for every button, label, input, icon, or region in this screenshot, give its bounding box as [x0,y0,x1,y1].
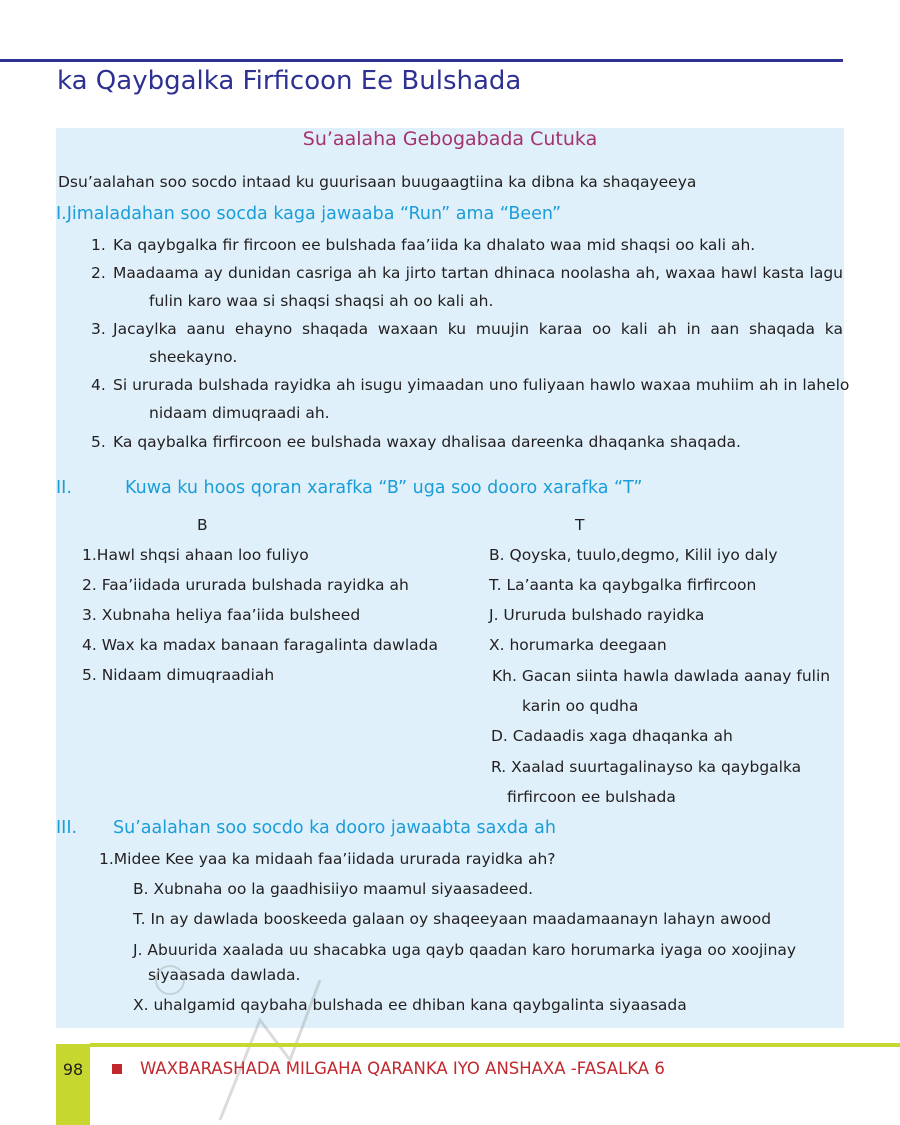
top-rule [0,59,843,62]
mc-question: 1.Midee Kee yaa ka midaah faa’iidada ururada rayidka ah? [99,850,556,868]
match-t-item-cont: karin oo qudha [522,697,639,715]
item-text: Si ururada bulshada rayidka ah isugu yimaadan uno fuliyaan hawlo waxaa muhiim ah in lahelo [113,376,850,394]
mc-option: B. Xubnaha oo la gaadhisiiyo maamul siyaasadeed. [133,880,534,898]
match-t-item-cont: firfircoon ee bulshada [507,788,676,806]
page-title: ka Qaybgalka Firficoon Ee Bulshada [57,66,522,96]
item-text-cont: fulin karo waa si shaqsi shaqsi ah oo kali ah. [149,292,494,310]
section2-heading: Kuwa ku hoos qoran xarafka “B” uga soo dooro xarafka “T” [125,478,643,498]
item-number: 1. [91,236,106,254]
match-t-item: X. horumarka deegaan [489,636,667,654]
item-text-cont: nidaam dimuqraadi ah. [149,404,330,422]
review-questions-box [56,128,850,1028]
mc-option-cont: siyaasada dawlada. [148,966,301,984]
column-b-header: B [197,516,208,534]
item-number: 3. [91,320,106,338]
section2-roman: II. [56,478,72,498]
match-t-item: J. Ururuda bulshado rayidka [489,606,705,624]
intro-text: Dsu’aalahan soo socdo intaad ku guurisaan buugaagtiina ka dibna ka shaqayeeya [58,173,697,191]
list-item [91,263,843,311]
match-t-item: D. Cadaadis xaga dhaqanka ah [491,727,733,745]
match-b-item: 3. Xubnaha heliya faa’iida bulsheed [82,606,361,624]
column-t-header: T [575,516,585,534]
section3-roman: III. [56,818,78,838]
box-title: Su’aalaha Gebogabada Cutuka [302,128,598,150]
section3-heading: Su’aalahan soo socdo ka dooro jawaabta saxda ah [113,818,556,838]
match-t-item: T. La’aanta ka qaybgalka firfircoon [489,576,757,594]
list-item [91,235,755,255]
match-t-item: B. Qoyska, tuulo,degmo, Kilil iyo daly [489,546,778,564]
item-number: 5. [91,433,106,451]
match-b-item: 5. Nidaam dimuqraadiah [82,666,275,684]
item-number: 2. [91,264,106,282]
item-text: Ka qaybgalka fir fircoon ee bulshada faa’iida ka dhalato waa mid shaqsi oo kali ah. [113,236,756,254]
footer-rule [90,1043,900,1047]
item-text: Jacaylka aanu ehayno shaqada waxaan ku muujin karaa oo kali ah in aan shaqada ka [113,320,843,338]
list-item [91,432,741,452]
list-item [91,319,843,367]
item-text-cont: sheekayno. [149,348,238,366]
page-number: 98 [62,1060,84,1079]
match-t-item: Kh. Gacan siinta hawla dawlada aanay fulin [492,667,831,685]
footer-side-bar [56,1044,90,1125]
match-t-item: R. Xaalad suurtagalinayso ka qaybgalka [491,758,802,776]
list-item [91,375,850,423]
mc-option: T. In ay dawlada booskeeda galaan oy shaqeeyaan maadamaanayn lahayn awood [133,910,772,928]
match-b-item: 4. Wax ka madax banaan faragalinta dawlada [82,636,438,654]
item-number: 4. [91,376,106,394]
mc-option: J. Abuurida xaalada uu shacabka uga qayb qaadan karo horumarka iyaga oo xoojinay [133,941,797,959]
match-b-item: 1.Hawl shqsi ahaan loo fuliyo [82,546,309,564]
match-b-item: 2. Faa’iidada ururada bulshada rayidka ah [82,576,409,594]
item-text: Maadaama ay dunidan casriga ah ka jirto tartan dhinaca noolasha ah, waxaa hawl kasta lagu [113,264,843,282]
item-text: Ka qaybalka firfircoon ee bulshada waxay dhalisaa dareenka dhaqanka shaqada. [113,433,741,451]
footer-text: WAXBARASHADA MILGAHA QARANKA IYO ANSHAXA -FASALKA 6 [140,1059,665,1078]
footer-bullet-square [112,1064,122,1074]
section1-heading: I.Jimaladahan soo socda kaga jawaaba “Run” ama “Been” [56,204,562,224]
mc-option: X. uhalgamid qaybaha bulshada ee dhiban kana qaybgalinta siyaasada [133,996,687,1014]
